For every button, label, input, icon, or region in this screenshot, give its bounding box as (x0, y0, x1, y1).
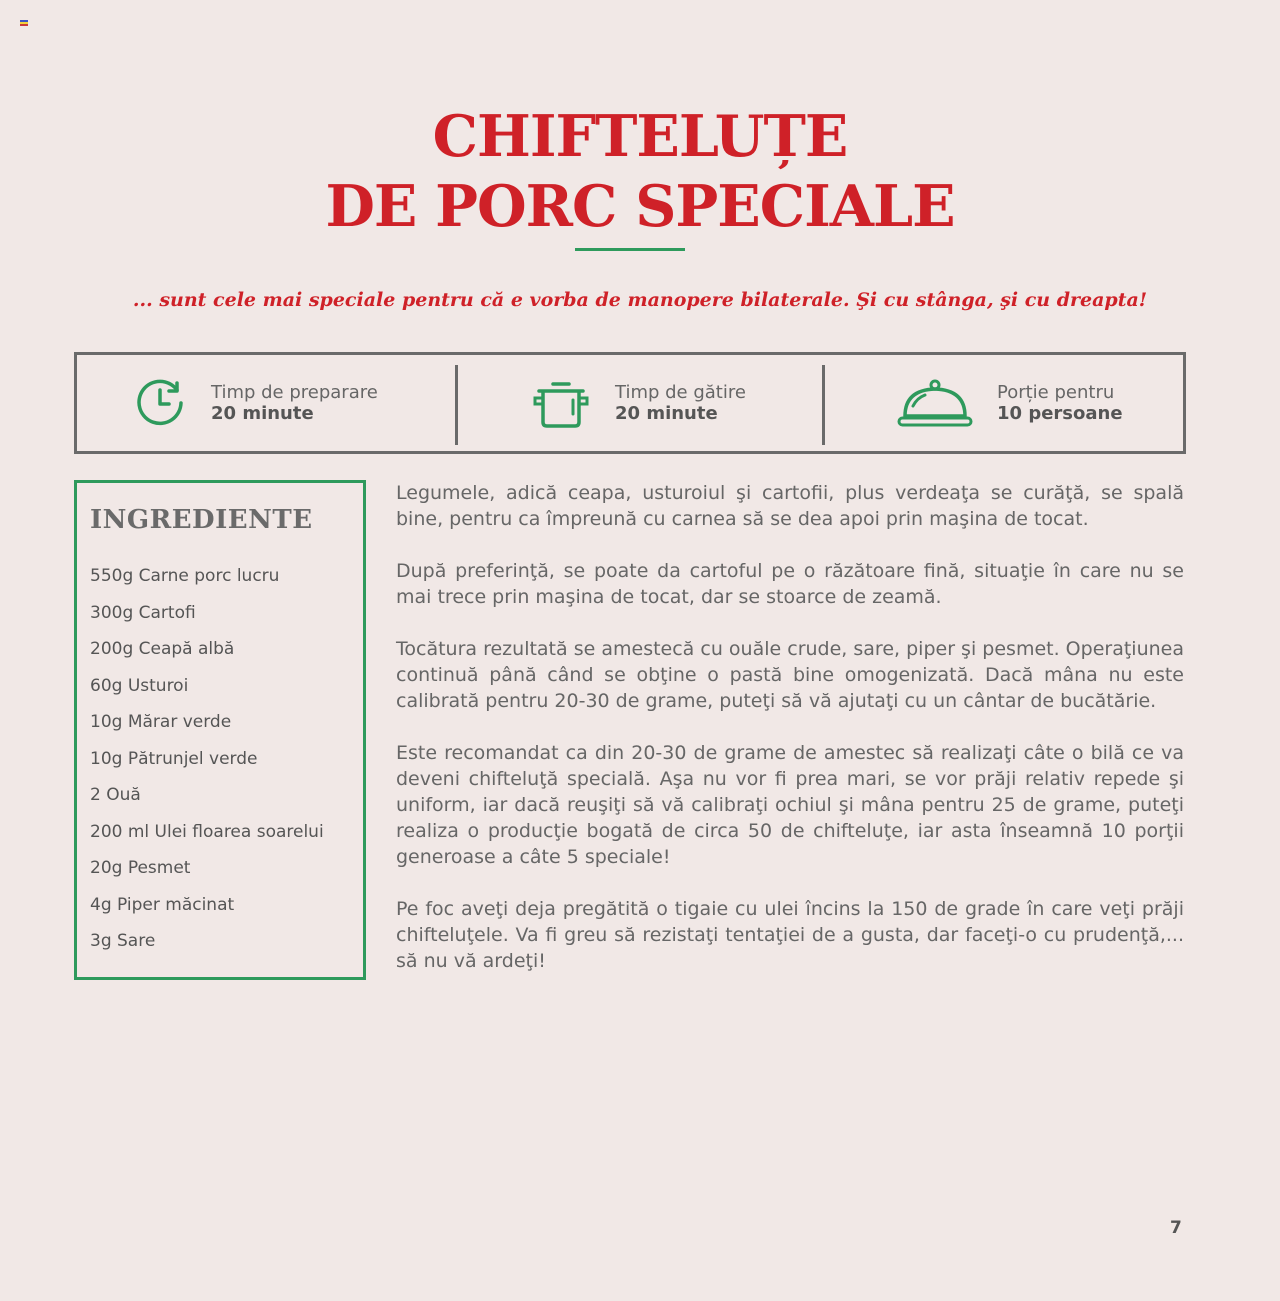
info-label: Timp de preparare (211, 382, 378, 403)
info-servings (897, 355, 1123, 451)
ingredient-item: 200 ml Ulei floarea soarelui (90, 821, 324, 842)
title-underline (575, 248, 685, 251)
instruction-paragraph: Tocătura rezultată se amestecă cu ouăle crude, sare, piper şi pesmet. Operaţiunea continuă până când se obţine o pastă bine omogenizată. Dacă mâna nu este calibrată pentru 20-30 de grame, puteţi să vă ajutaţi cu un cântar de bucătărie. (396, 638, 1184, 712)
instruction-paragraph: Pe foc aveţi deja pregătită o tigaie cu ulei încins la 150 de grade în care veţi prăji chifteluţele. Va fi greu să rezistaţi tentaţiei de a gusta, dar faceţi-o cu prudenţă,... să nu vă ardeţi! (396, 898, 1184, 972)
ingredient-item: 4g Piper măcinat (90, 894, 235, 915)
info-label: Porție pentru (997, 382, 1115, 403)
tagline: ... sunt cele mai speciale pentru că e vorba de manopere bilaterale. Şi cu stânga, şi cu dreapta! (132, 289, 1148, 311)
ingredient-item: 300g Cartofi (90, 602, 196, 623)
ingredient-item: 10g Pătrunjel verde (90, 748, 258, 769)
pot-icon (531, 376, 591, 430)
ingredient-item: 550g Carne porc lucru (90, 566, 280, 586)
ingredient-item: 200g Ceapă albă (90, 639, 235, 659)
info-value: 20 minute (211, 403, 314, 424)
info-cook-time (531, 355, 746, 451)
page-number: 7 (1170, 1218, 1182, 1238)
ingredients-box (74, 480, 366, 980)
cloche-icon (897, 376, 973, 430)
info-divider (455, 365, 458, 445)
ingredient-item: 20g Pesmet (90, 858, 191, 878)
ingredient-item: 60g Usturoi (90, 675, 189, 696)
title-line-2: DE PORC SPECIALE (325, 173, 955, 240)
instruction-paragraph: După preferinţă, se poate da cartoful pe o răzătoare fină, situaţie în care nu se mai trece prin maşina de tocat, dar se stoarce de zeamă. (396, 560, 1184, 608)
ingredient-item: 3g Sare (90, 931, 156, 951)
ingredients-list (90, 563, 324, 965)
clock-icon (133, 376, 187, 430)
instruction-paragraph: Legumele, adică ceapa, usturoiul şi cartofii, plus verdeaţa se curăţă, se spală bine, pentru ca împreună cu carnea să se dea apoi prin maşina de tocat. (396, 482, 1184, 530)
info-divider (822, 365, 825, 445)
flag-icon (20, 20, 28, 26)
title-line-1: CHIFTELUȚE (432, 103, 848, 170)
instruction-paragraph: Este recomandat ca din 20-30 de grame de amestec să realizaţi câte o bilă ce va deveni chifteluţă specială. Aşa nu vor fi prea mari, se vor prăji relativ repede şi uniform, iar dacă reuşiţi să vă calibraţi ochiul şi mâna pentru 25 de grame, puteţi realiza o producţie bogată de circa 50 de chifteluţe, iar asta înseamnă 10 porţii generoase a câte 5 speciale! (396, 742, 1184, 868)
ingredient-item: 10g Mărar verde (90, 712, 232, 732)
info-value: 20 minute (615, 403, 718, 424)
info-prep-time (133, 355, 378, 451)
info-bar (74, 352, 1186, 454)
info-label: Timp de gătire (615, 382, 746, 403)
ingredients-title: INGREDIENTE (90, 505, 313, 535)
page-title (0, 102, 1280, 242)
instructions (396, 480, 1184, 1000)
ingredient-item: 2 Ouă (90, 785, 141, 805)
info-value: 10 persoane (997, 403, 1123, 424)
